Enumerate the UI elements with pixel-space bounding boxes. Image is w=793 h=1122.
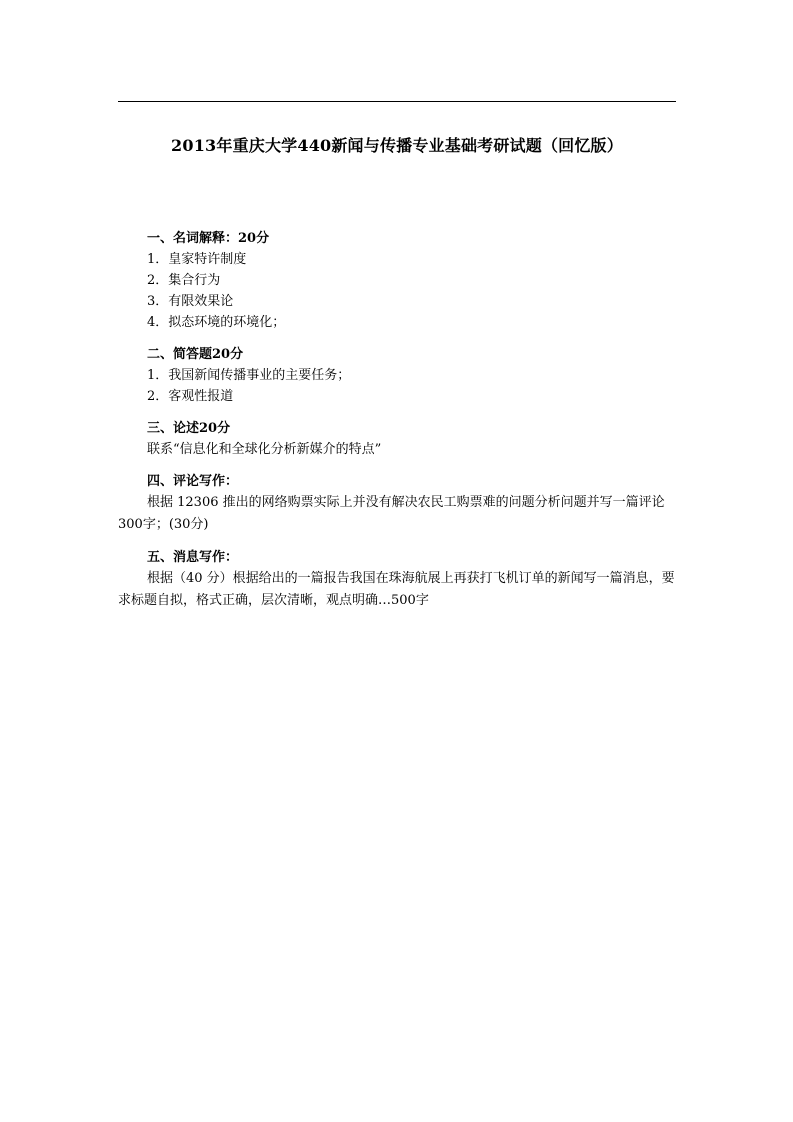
section-heading: 三、论述20分: [147, 421, 231, 436]
list-item: 3．有限效果论: [147, 294, 234, 309]
section-essay: [147, 419, 677, 460]
header-rule: [118, 101, 676, 102]
section-heading: 四、评论写作：: [147, 474, 239, 489]
list-item: 1．皇家特许制度: [147, 252, 247, 267]
section-short-answer: [147, 345, 677, 407]
page-title: 2013年重庆大学440新闻与传播专业基础考研试题（回忆版）: [171, 136, 623, 155]
list-item: 2．客观性报道: [147, 389, 234, 404]
section-heading: 二、简答题20分: [147, 347, 244, 362]
list-item: 联系“信息化和全球化分析新媒介的特点”: [147, 442, 382, 457]
list-item: 1．我国新闻传播事业的主要任务；: [147, 368, 351, 383]
section-heading: 五、消息写作：: [147, 550, 239, 565]
section-paragraph: 根据 12306 推出的网络购票实际上并没有解决农民工购票难的问题分析问题并写一篇评论300字；(30分): [118, 495, 665, 532]
section-heading: 一、名词解释：20分: [147, 231, 270, 246]
section-commentary-writing: [118, 472, 677, 536]
section-term-definitions: [147, 229, 677, 333]
list-item: 4．拟态环境的环境化；: [147, 315, 286, 330]
section-news-writing: [118, 548, 677, 612]
exam-content: [118, 229, 677, 624]
list-item: 2．集合行为: [147, 273, 221, 288]
section-paragraph: 根据（40 分）根据给出的一篇报告我国在珠海航展上再获打飞机订单的新闻写一篇消息，要求标题自拟，格式正确，层次清晰，观点明确…500字: [118, 571, 675, 608]
